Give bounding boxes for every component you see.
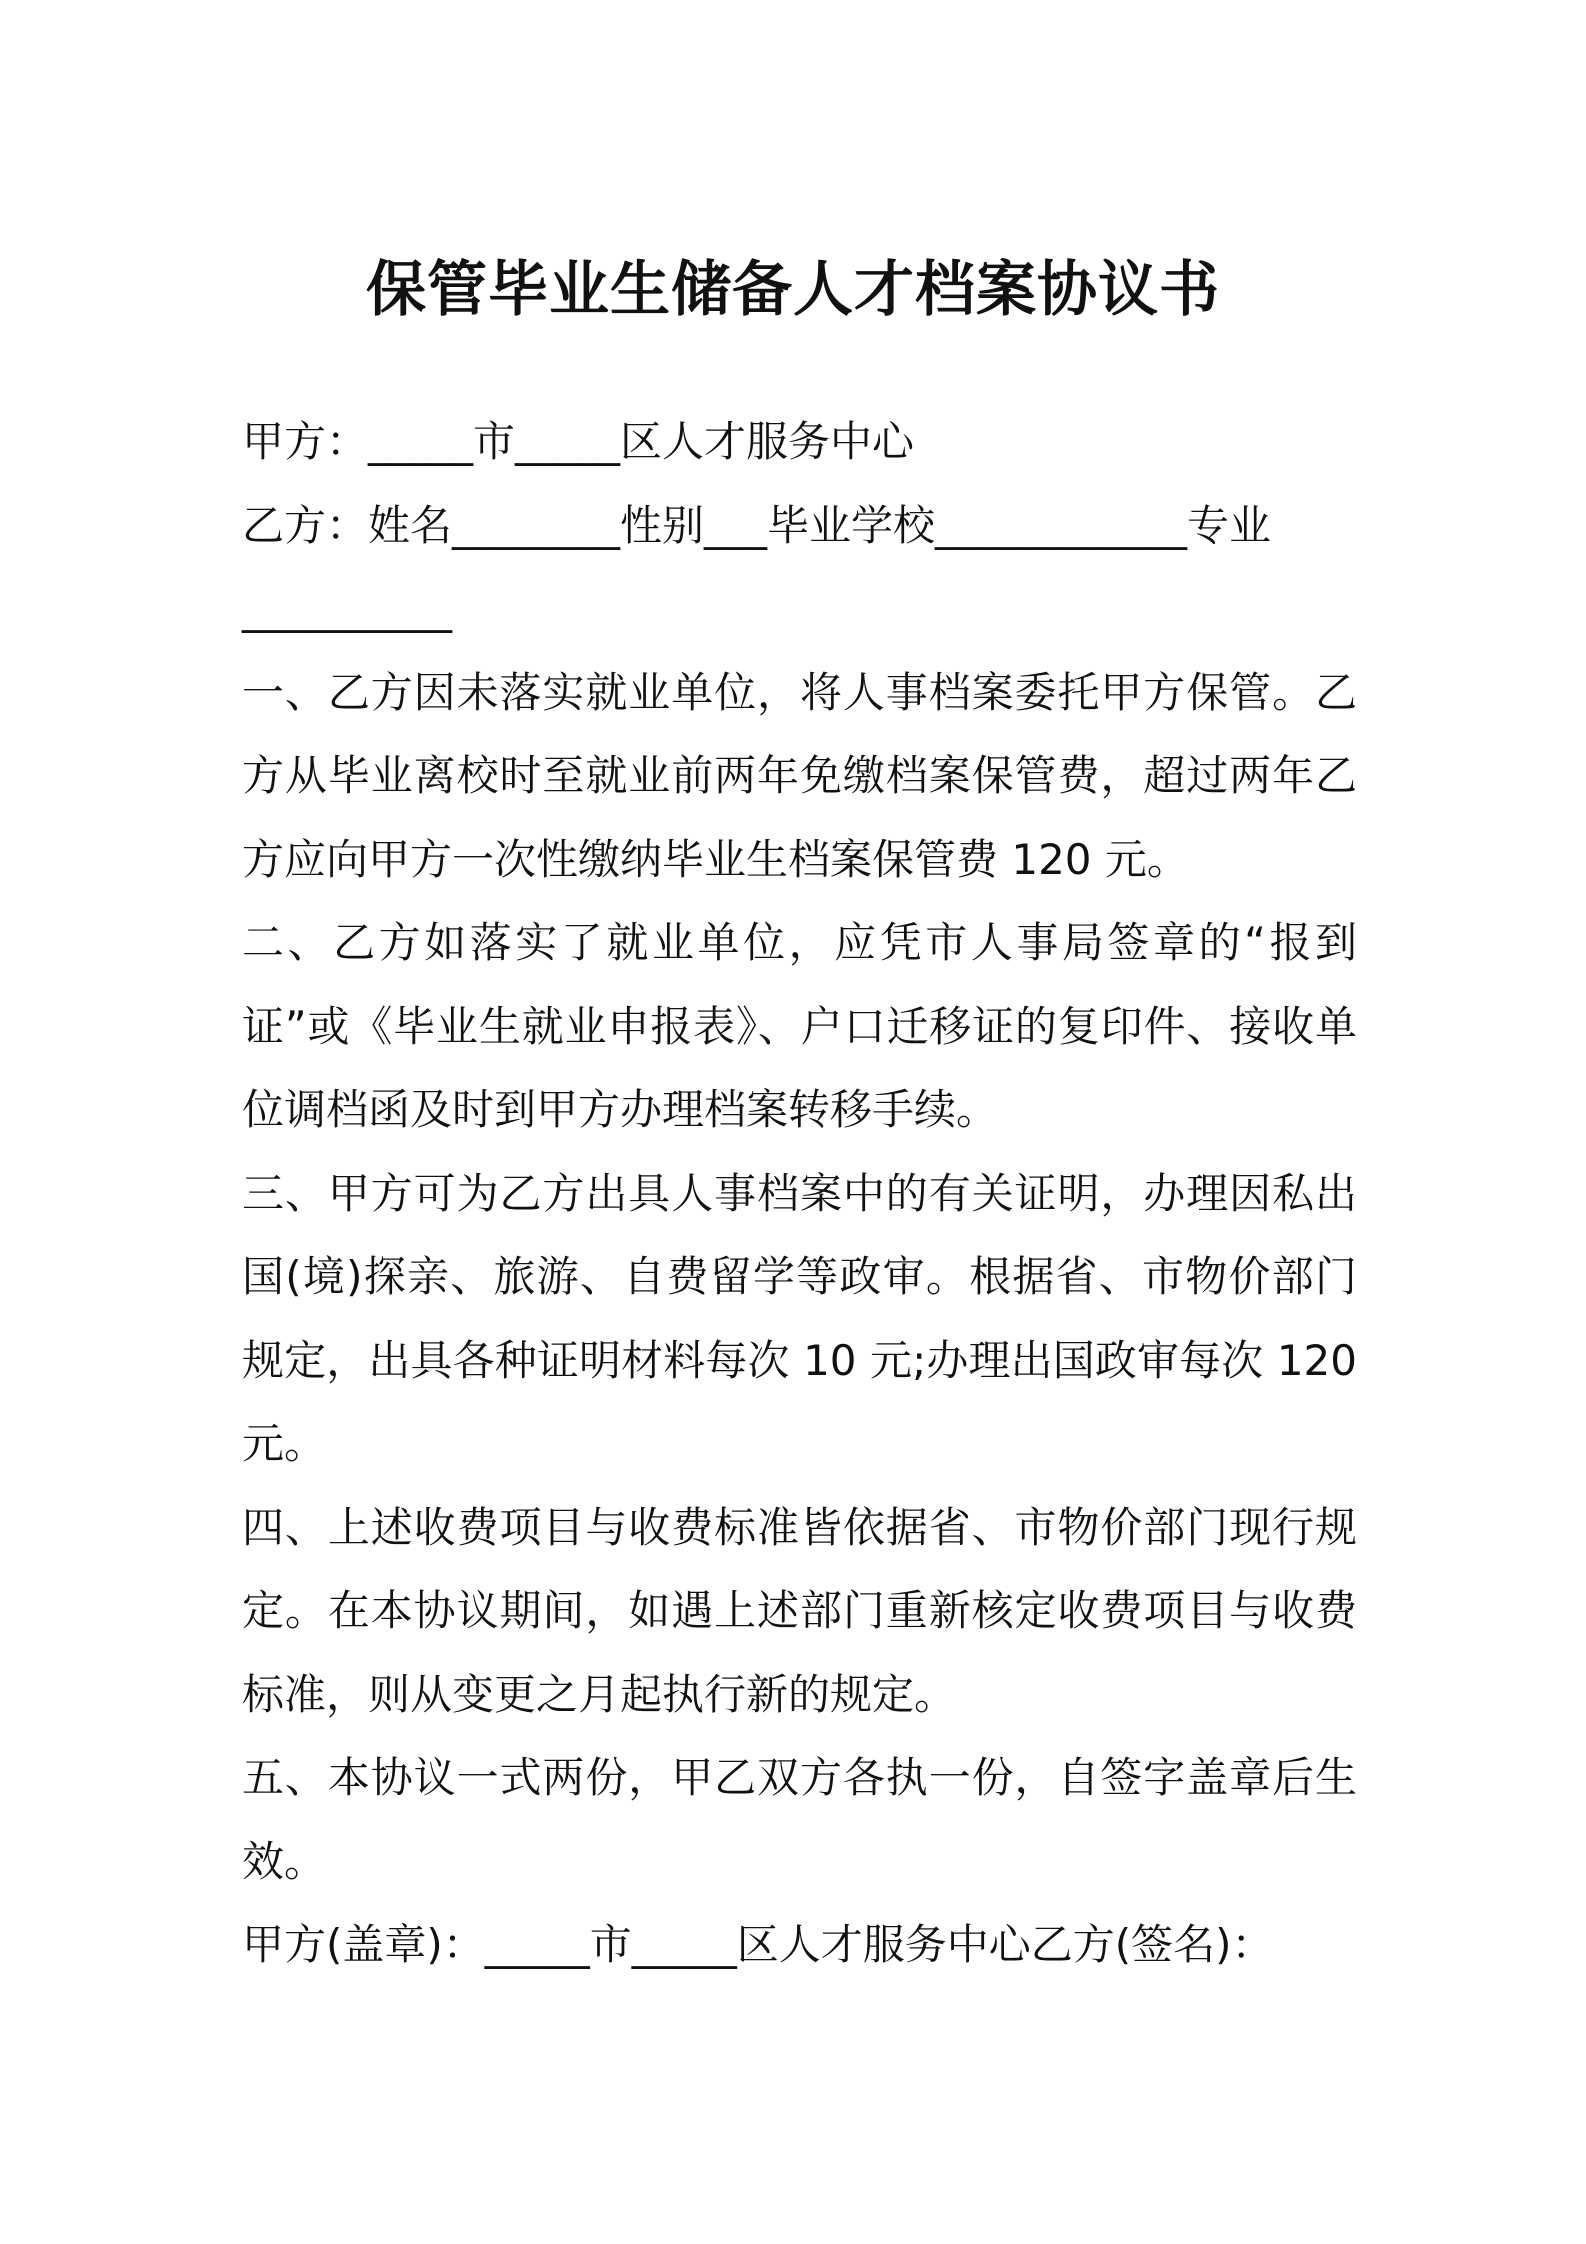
party-b-line: 乙方：姓名________性别___毕业学校____________专业: [242, 500, 1272, 550]
clause-4: 四、上述收费项目与收费标准皆依据省、市物价部门现行规定。在本协议期间，如遇上述部门重新核定收费项目与收费标准，则从变更之月起执行新的规定。: [242, 1502, 1357, 1719]
document-title: 保管毕业生储备人才档案协议书: [366, 255, 1220, 325]
document-body: [242, 400, 1357, 1987]
clause-2: 二、乙方如落实了就业单位，应凭市人事局签章的“报到证”或《毕业生就业申报表》、户口迁移证的复印件、接收单位调档函及时到甲方办理档案转移手续。: [242, 918, 1357, 1134]
clause-5: 五、本协议一式两份，甲乙双方各执一份，自签字盖章后生效。: [242, 1753, 1357, 1886]
signature-line: 甲方(盖章)：_____市_____区人才服务中心乙方(签名)：: [242, 1920, 1274, 1969]
clause-1: 一、乙方因未落实就业单位，将人事档案委托甲方保管。乙方从毕业离校时至就业前两年免缴档案保管费，超过两年乙方应向甲方一次性缴纳毕业生档案保管费 120 元。: [242, 667, 1357, 884]
party-a-line: 甲方：_____市_____区人才服务中心: [242, 417, 915, 466]
clause-3: 三、甲方可为乙方出具人事档案中的有关证明，办理因私出国(境)探亲、旅游、自费留学等政审。根据省、市物价部门规定，出具各种证明材料每次 10 元;办理出国政审每次 120 元。: [242, 1168, 1357, 1468]
party-b-major-blank: __________: [242, 584, 452, 633]
